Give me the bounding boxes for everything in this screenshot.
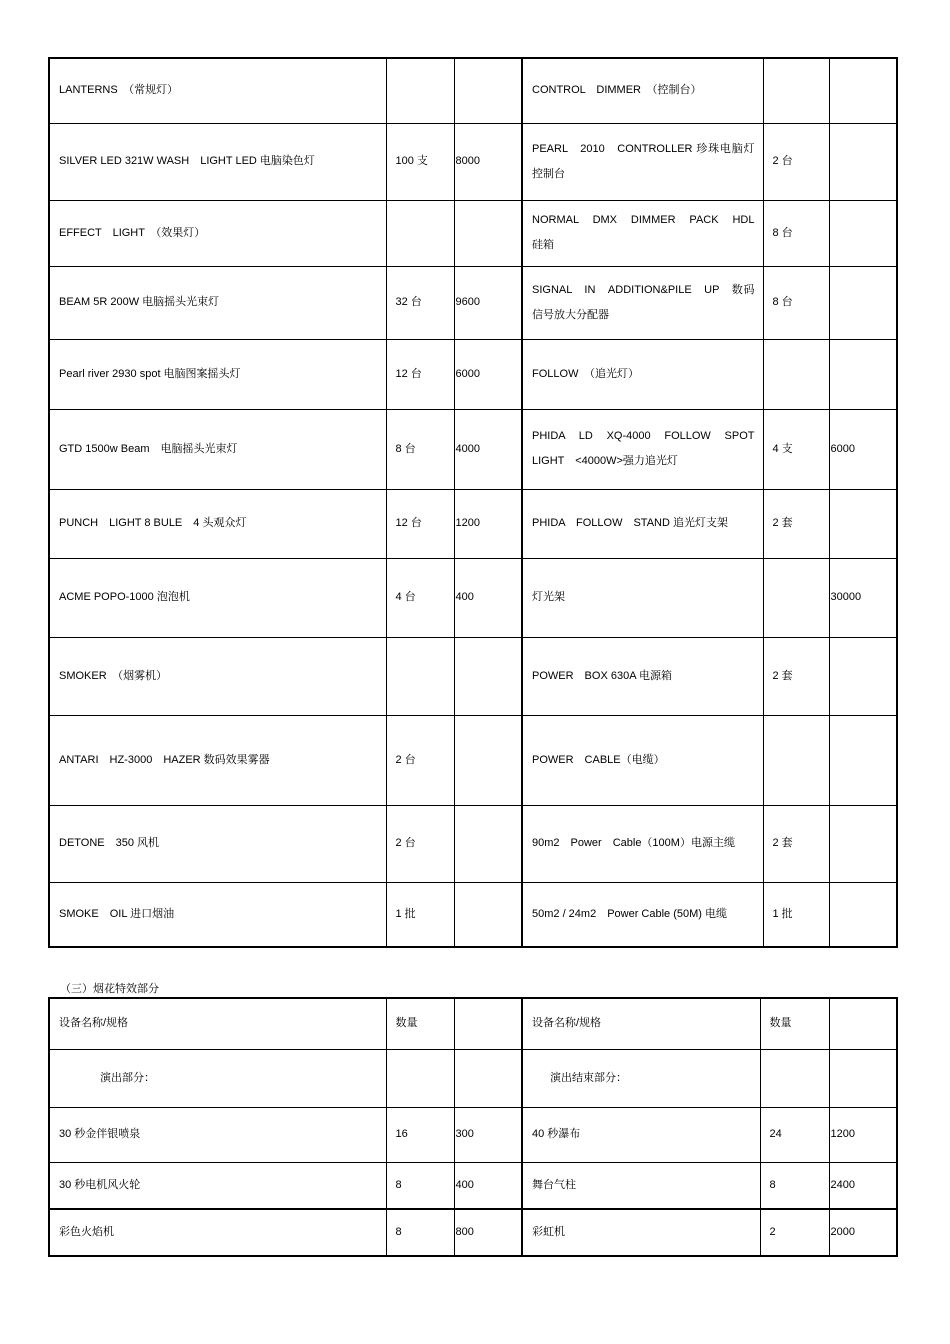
item-price (454, 200, 522, 266)
item-name: ACME POPO-1000 泡泡机 (49, 558, 386, 637)
table-row (49, 339, 897, 409)
item-quantity: 2 (760, 1209, 829, 1256)
item-price: 400 (454, 1162, 522, 1209)
item-name: SIGNAL IN ADDITION&PILE UP 数码信号放大分配器 (522, 266, 763, 339)
item-name: POWER CABLE（电缆） (522, 715, 763, 805)
item-price: 1200 (829, 1107, 897, 1162)
item-price: 6000 (829, 409, 897, 489)
item-price: 2400 (829, 1162, 897, 1209)
item-name: LANTERNS （常规灯） (49, 58, 386, 123)
item-price (454, 58, 522, 123)
item-price (829, 200, 897, 266)
item-name: PUNCH LIGHT 8 BULE 4 头观众灯 (49, 489, 386, 558)
empty-cell (386, 1049, 454, 1107)
item-name: CONTROL DIMMER （控制台） (522, 58, 763, 123)
item-quantity (386, 200, 454, 266)
item-price: 1200 (454, 489, 522, 558)
item-quantity (763, 715, 829, 805)
table-row (49, 266, 897, 339)
item-name: ANTARI HZ-3000 HAZER 数码效果雾器 (49, 715, 386, 805)
table-row (49, 1209, 897, 1256)
item-price (829, 489, 897, 558)
table-row (49, 558, 897, 637)
item-name: 30 秒电机风火轮 (49, 1162, 386, 1209)
table-row (49, 882, 897, 947)
item-price (454, 805, 522, 882)
item-name: 灯光架 (522, 558, 763, 637)
item-name: NORMAL DMX DIMMER PACK HDL 硅箱 (522, 200, 763, 266)
table-row (49, 1162, 897, 1209)
item-price: 800 (454, 1209, 522, 1256)
item-name: EFFECT LIGHT （效果灯） (49, 200, 386, 266)
header-right-price (829, 998, 897, 1049)
item-name: 舞台气柱 (522, 1162, 760, 1209)
item-quantity: 4 台 (386, 558, 454, 637)
item-price (829, 637, 897, 715)
item-quantity: 2 台 (763, 123, 829, 200)
table-row (49, 1107, 897, 1162)
item-quantity (763, 339, 829, 409)
item-quantity: 1 批 (763, 882, 829, 947)
item-name: 40 秒瀑布 (522, 1107, 760, 1162)
item-name: DETONE 350 风机 (49, 805, 386, 882)
table-row (49, 805, 897, 882)
table-row (49, 409, 897, 489)
empty-cell (454, 1049, 522, 1107)
item-quantity: 2 台 (386, 715, 454, 805)
item-price: 6000 (454, 339, 522, 409)
item-price (829, 805, 897, 882)
item-quantity: 2 套 (763, 805, 829, 882)
item-price: 8000 (454, 123, 522, 200)
item-quantity: 8 (760, 1162, 829, 1209)
item-quantity: 2 台 (386, 805, 454, 882)
item-name: 30 秒金伴银喷泉 (49, 1107, 386, 1162)
item-price (829, 882, 897, 947)
item-name: GTD 1500w Beam 电脑摇头光束灯 (49, 409, 386, 489)
item-quantity (763, 58, 829, 123)
item-name: FOLLOW （追光灯） (522, 339, 763, 409)
item-name: Pearl river 2930 spot 电脑图案摇头灯 (49, 339, 386, 409)
item-price (454, 882, 522, 947)
fireworks-section-title: （三）烟花特效部分 (60, 982, 159, 995)
item-quantity (386, 637, 454, 715)
item-quantity: 2 套 (763, 489, 829, 558)
header-right-qty: 数量 (760, 998, 829, 1049)
item-price: 400 (454, 558, 522, 637)
table-row (49, 489, 897, 558)
item-name: POWER BOX 630A 电源箱 (522, 637, 763, 715)
item-price: 2000 (829, 1209, 897, 1256)
subheader-row (49, 1049, 897, 1107)
subheader-left: 演出部分： (49, 1049, 386, 1107)
subheader-right: 演出结束部分： (522, 1049, 760, 1107)
item-price (829, 715, 897, 805)
table-row (49, 123, 897, 200)
item-quantity: 16 (386, 1107, 454, 1162)
item-quantity: 8 台 (386, 409, 454, 489)
item-quantity: 8 台 (763, 200, 829, 266)
header-left-qty: 数量 (386, 998, 454, 1049)
item-name: 彩虹机 (522, 1209, 760, 1256)
lighting-equipment-table (48, 57, 898, 948)
item-price (454, 715, 522, 805)
item-name: PHIDA LD XQ-4000 FOLLOW SPOT LIGHT <4000W>强力追光灯 (522, 409, 763, 489)
item-quantity: 12 台 (386, 339, 454, 409)
item-price (829, 266, 897, 339)
empty-cell (760, 1049, 829, 1107)
item-price (829, 58, 897, 123)
item-quantity: 2 套 (763, 637, 829, 715)
item-name: 彩色火焰机 (49, 1209, 386, 1256)
header-right-name: 设备名称/规格 (522, 998, 760, 1049)
table-row (49, 58, 897, 123)
item-quantity (386, 58, 454, 123)
item-name: PEARL 2010 CONTROLLER 珍珠电脑灯控制台 (522, 123, 763, 200)
item-quantity: 32 台 (386, 266, 454, 339)
item-quantity: 12 台 (386, 489, 454, 558)
item-quantity: 8 台 (763, 266, 829, 339)
item-price (454, 637, 522, 715)
item-quantity: 8 (386, 1162, 454, 1209)
empty-cell (829, 1049, 897, 1107)
item-name: PHIDA FOLLOW STAND 追光灯支架 (522, 489, 763, 558)
item-quantity: 1 批 (386, 882, 454, 947)
item-name: SMOKER （烟雾机） (49, 637, 386, 715)
fireworks-equipment-table (48, 997, 898, 1257)
header-left-name: 设备名称/规格 (49, 998, 386, 1049)
item-quantity: 4 支 (763, 409, 829, 489)
item-price: 9600 (454, 266, 522, 339)
table-row (49, 200, 897, 266)
item-name: SMOKE OIL 进口烟油 (49, 882, 386, 947)
item-name: 50m2 / 24m2 Power Cable (50M) 电缆 (522, 882, 763, 947)
item-name: BEAM 5R 200W 电脑摇头光束灯 (49, 266, 386, 339)
item-price (829, 339, 897, 409)
item-price: 30000 (829, 558, 897, 637)
item-name: 90m2 Power Cable（100M）电源主缆 (522, 805, 763, 882)
item-price: 4000 (454, 409, 522, 489)
table-header-row (49, 998, 897, 1049)
item-quantity: 100 支 (386, 123, 454, 200)
header-left-price (454, 998, 522, 1049)
table-row (49, 715, 897, 805)
item-price (829, 123, 897, 200)
item-quantity: 24 (760, 1107, 829, 1162)
item-price: 300 (454, 1107, 522, 1162)
item-quantity (763, 558, 829, 637)
item-quantity: 8 (386, 1209, 454, 1256)
table-row (49, 637, 897, 715)
item-name: SILVER LED 321W WASH LIGHT LED 电脑染色灯 (49, 123, 386, 200)
